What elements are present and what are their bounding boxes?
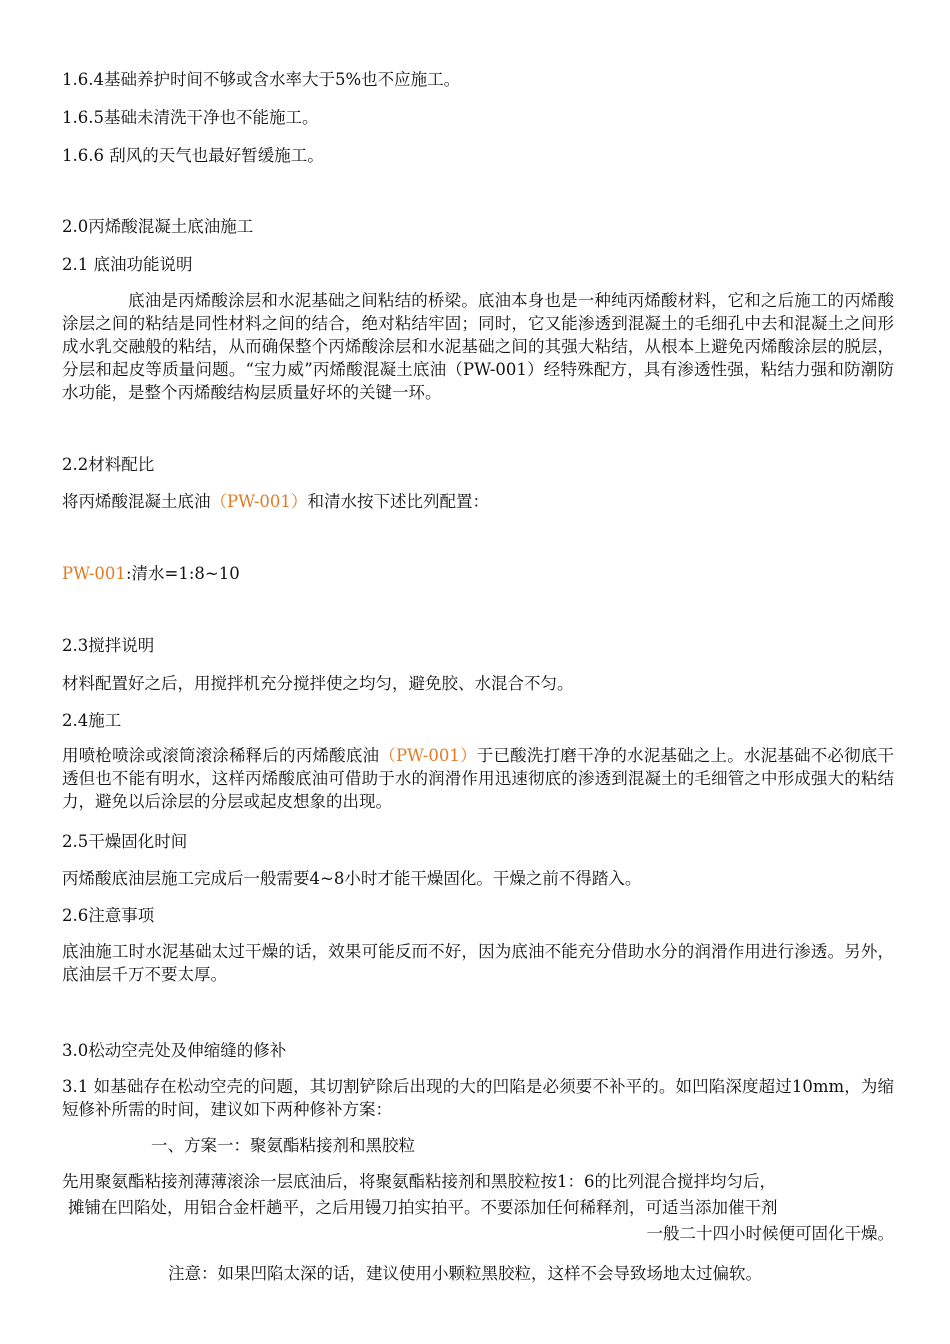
heading-3-0: 3.0松动空壳处及伸缩缝的修补 xyxy=(62,1041,287,1060)
product-code: （PW-001） xyxy=(210,492,308,511)
paragraph-3-1: 3.1 如基础存在松动空壳的问题，其切割铲除后出现的大的凹陷是必须要不补平的。如凹陷深度超过10mm，为缩短修补所需的时间，建议如下两种修补方案： xyxy=(62,1077,894,1119)
paragraph-2-1-text: 底油是丙烯酸涂层和水泥基础之间粘结的桥梁。底油本身也是一种纯丙烯酸材料，它和之后施工的丙烯酸涂层之间的粘结是同性材料之间的结合，绝对粘结牢固；同时，它又能渗透到混凝土的毛细孔中去和混凝土之间形成水乳交融般的粘结，从而确保整个丙烯酸涂层和水泥基础之间的其强大粘结，从根本上避免丙烯酸涂层的脱层，分层和起皮等质量问题。“宝力威”丙烯酸混凝土底油（PW-001）经特殊配方，具有渗透性强，粘结力强和防潮防水功能，是整个丙烯酸结构层质量好坏的关键一环。 xyxy=(62,291,894,402)
paragraph-2-2-text-b: 和清水按下述比列配置： xyxy=(307,492,489,511)
paragraph-2-4-text-b: 于已酸洗打磨干净的水泥基础之上。水泥基础不必彻底干透但也不能有明水，这样丙烯酸底油可借助于水的润滑作用迅速彻底的渗透到混凝土的毛细管之中形成强大的粘结力，避免以后涂层的分层或起皮想象的出现。 xyxy=(62,746,895,811)
paragraph-2-2-text-a: 将丙烯酸混凝土底油 xyxy=(62,492,211,511)
section-1-6-4: 1.6.4基础养护时间不够或含水率大于5%也不应施工。 xyxy=(62,70,461,89)
plan-one-line-1: 先用聚氨酯粘接剂薄薄滚涂一层底油后，将聚氨酯粘接剂和黑胶粒按1：6的比列混合搅拌均匀后， xyxy=(62,1172,776,1191)
heading-2-0: 2.0丙烯酸混凝土底油施工 xyxy=(62,217,254,236)
heading-2-2: 2.2材料配比 xyxy=(62,455,155,474)
paragraph-2-4-text-a: 用喷枪喷涂或滚筒滚涂稀释后的丙烯酸底油 xyxy=(62,746,380,765)
paragraph-2-2 xyxy=(62,492,489,512)
heading-2-5: 2.5干燥固化时间 xyxy=(62,832,188,851)
heading-2-3: 2.3搅拌说明 xyxy=(62,636,155,655)
mix-ratio xyxy=(62,564,240,584)
section-1-6-5: 1.6.5基础未清洗干净也不能施工。 xyxy=(62,108,319,127)
heading-2-4: 2.4施工 xyxy=(62,711,122,730)
plan-one-heading: 一、方案一：聚氨酯粘接剂和黑胶粒 xyxy=(151,1136,415,1155)
paragraph-2-3: 材料配置好之后，用搅拌机充分搅拌使之均匀，避免胶、水混合不匀。 xyxy=(62,674,574,693)
paragraph-2-5: 丙烯酸底油层施工完成后一般需要4~8小时才能干燥固化。干燥之前不得踏入。 xyxy=(62,869,642,888)
paragraph-2-1 xyxy=(62,289,894,404)
heading-2-1: 2.1 底油功能说明 xyxy=(62,255,193,274)
product-code-2: （PW-001） xyxy=(379,746,477,765)
paragraph-2-6: 底油施工时水泥基础太过干燥的话，效果可能反而不好，因为底油不能充分借助水分的润滑作用进行渗透。另外，底油层千万不要太厚。 xyxy=(62,942,894,984)
note: 注意：如果凹陷太深的话，建议使用小颗粒黑胶粒，这样不会导致场地太过偏软。 xyxy=(168,1264,762,1283)
heading-2-6: 2.6注意事项 xyxy=(62,906,155,925)
paragraph-2-4 xyxy=(62,744,894,813)
ratio-value: :清水=1:8~10 xyxy=(125,564,240,583)
plan-one-line-2: 摊铺在凹陷处，用铝合金杆趟平，之后用镘刀拍实拍平。不要添加任何稀释剂，可适当添加催干剂 xyxy=(68,1198,778,1217)
ratio-product-code: PW-001 xyxy=(62,564,126,583)
section-1-6-6: 1.6.6 刮风的天气也最好暂缓施工。 xyxy=(62,146,324,165)
plan-one-line-3: 一般二十四小时候便可固化干燥。 xyxy=(646,1224,894,1243)
